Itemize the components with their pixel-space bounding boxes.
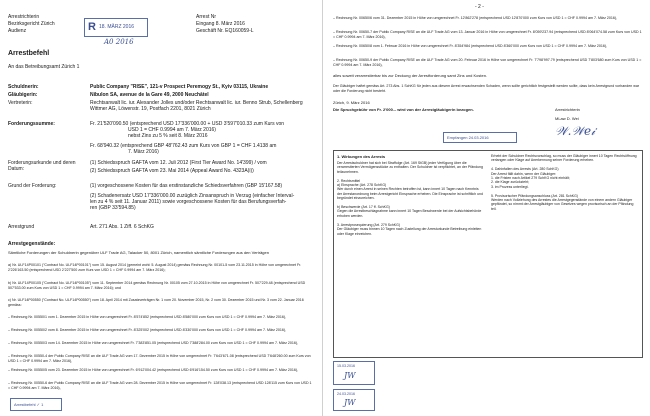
page-number: - 2 - (475, 4, 484, 10)
claim-line: Fr. 21'520'090.50 (entsprechend USD 17'336'000.00 + USD 3'597'010.33 zum Kurs von (90, 121, 285, 127)
ground-line: (2) Schadenersatz USD 17'336'000.00 zuzüglich Zinsanspruch in Verzug (einfacher Interval- (90, 193, 295, 199)
ground-line: len zu 4 % seit 11. Januar 2011) sowie vorgeschossene Kosten für das Berufungsverfah- (90, 199, 287, 205)
invoice-item: – Rechnung Nr. 00550/1 vom 1. Dezember 2015 in Höhe von umgerechnet Fr. 8'574'852 (entsprechend USD 8'580'000 zum Kurs von USD 1 = CHF 0.9994 am 7. März 2016), (8, 315, 287, 319)
objects-heading: Arrestgegenstände: (8, 241, 56, 247)
claim-line: Fr. 68'940.32 (entsprechend GBP 48'762.43 zum Kurs von GBP 1 = CHF 1.4138 am (90, 143, 277, 149)
info-title: 1. Wirkungen des Arrests (337, 154, 386, 159)
stamp-box-b: 24.03.2016 JW (333, 389, 375, 411)
judge-role: Arrestrichterin (555, 107, 580, 112)
objects-intro: Sämtliche Forderungen der Schuldnerin gegenüber ULF Trade AG, Talacker 50, 8001 Zürich, namentlich sämtliche Forderungen aus den Verträgen (8, 250, 269, 255)
invoice-item: – Rechnung Nr. 00550/5 vom 23. Dezember 2015 in Höhe von umgerechnet Fr. 6'912'004.42 (entsprechend USD 6'916'154.50 zum Kurs von USD 1 = CHF 0.9994 am 7. März 2016), (8, 368, 299, 372)
ground-label: Grund der Forderung: (8, 183, 57, 189)
claim-label: Forderungssumme: (8, 121, 55, 127)
stamp-box-a: 15.03.2016 JW (333, 361, 375, 385)
received-date: Eingang 8. März 2016 (196, 21, 245, 27)
invoice-item: – Rechnung Nr. 00650-7 der Public Company RISE an die ULF Trade AG vom 13. Januar 2016 in Höhe von umgerechnet Fr. 8'059'237.94 (entsprechend USD 8'064'074.58 zum Kurs von USD 1 = CHF 0.9994 am 7. März 2016), (333, 30, 642, 39)
representative-label: Vertreterin: (8, 100, 33, 106)
ground-line: (1) vorgeschossene Kosten für das erstinstanzliche Schiedsverfahren (GBP 15'167.58) (90, 183, 283, 189)
invoice-item: – Rechnung Nr. 00550-4 der Public Company RISE an die ULF Trade AG vom 17. Dezember 2015 in Höhe von umgerechnet Fr. 7'643'671.08 (entsprechend USD 7'648'260.00 zum Kurs von USD 1 = CHF 0.9994 am 7. März 2016), (8, 354, 311, 363)
invoice-item: – Rechnung Nr. 00650/8 vom 1. Februar 2016 in Höhe von umgerechnet Fr. 8'354'984 (entsprechend USD 8'360'000 zum Kurs von USD 1 = CHF 0.9994 am 7. März 2016), (333, 44, 608, 48)
debtor-label: Schuldnerin: (8, 84, 39, 90)
contract-item: a) Nr. ULF14P00101 ("Contract No. ULF14P00101") vom 15. August 2014 (gemeint wohl: 5. August 2014) gemäss Rechnung Nr. 00101-5 vom 23.11.2015 in Höhe von umgerechnet Fr. 2'226'163.50 (entsprechend USD 2'227'500 zum Kurs von USD 1 = CHF 0.9994 am 7. März 2016); (8, 263, 302, 272)
contract-item: b) Nr. ULF14P00105 ("Contract No. ULF14P00105") vom 11. September 2014 gemäss Rechnung Nr. 00105 vom 27.10.2015 in Höhe von umgerechnet Fr. 507'229.48 (entsprechend USD 507'533.00 zum Kurs von USD 1 = CHF 0.9994 am 7. März 2016); und (8, 281, 306, 290)
claim-line: nebst Zins zu 5 % seit 8. März 2016 (128, 133, 208, 139)
invoice-item: – Rechnung Nr. 00550/3 vom 14. Dezember 2015 in Höhe von umgerechnet Fr. 7'383'851.05 (entsprechend USD 7'388'284.00 zum Kurs von USD 1 = CHF 0.9994 am 7. März 2016), (8, 341, 299, 345)
document-label: Forderungsurkunde und deren Datum: (8, 160, 76, 172)
ground-line: ren (GBP 33'594.85) (90, 205, 136, 211)
claim-line: USD 1 = CHF 0.9994 am 7. März 2016) (128, 127, 216, 133)
debtor-value: Public Company "RISE", 121-v Prospect Peremogy St., Kyiv 03115, Ukraine (90, 84, 269, 90)
received-stamp: Empfangen 24.03.2016 (443, 132, 517, 143)
judge-signature: 𝒲.𝒲𝑒𝒾 (555, 124, 595, 138)
creditor-label: Gläubigerin: (8, 92, 38, 98)
creditor-value: Nibulon SA, avenue de la Gare 49, 2000 Neuchâtel (90, 92, 209, 98)
document-page-1 (0, 0, 322, 416)
file-number: Geschäft Nr. EQ160059-L (196, 28, 254, 34)
district-label: Bezirksgericht Zürich (8, 21, 55, 27)
place-date: Zürich, 9. März 2016 (333, 100, 370, 105)
contract-item: c) Nr. ULF14P00550 ("Contract No. ULF14P00550") vom 18. April 2014 mit Zusatzverträgen Nr. 1 vom 20. November 2015, Nr. 2 vom 30. Dezember 2015 und Nr. 3 vom 22. Januar 2016 gemäss: (8, 298, 304, 307)
document-line: (1) Schiedsspruch GAFTA vom 12. Juli 2012 (First Tier Award No. 14'399) / vom (90, 160, 267, 166)
invoice-item: – Rechnung Nr. 00550-6 der Public Company RISE an die ULF Trade AG vom 28. Dezember 2015 in Höhe von umgerechnet Fr. 128'038.13 (entsprechend USD 128'115 zum Kurs von USD 1 = CHF 0.9994 am 7. März 2016), (8, 381, 312, 390)
court-label: Arrestrichterin (8, 14, 40, 20)
claim-line: 7. März 2016) (128, 149, 159, 155)
document-page-2 (322, 0, 650, 416)
judge-name: MLaw D. Wei (555, 116, 579, 121)
auditoriat-label: Audienz (8, 28, 27, 34)
received-stamp: R 18. MÄRZ 2016 (84, 18, 148, 37)
arrest-ground-label: Arrestgrund (8, 224, 35, 230)
document-title: Arrestbefehl (8, 50, 50, 57)
invoice-item: – Rechnung Nr. 00650/6 vom 31. Dezember 2015 in Höhe von umgerechnet Fr. 12'862'278 (entsprechend USD 12'870'000 zum Kurs von USD 1 = CHF 0.9994 am 7. März 2016), (333, 16, 618, 20)
invoice-item: – Rechnung Nr. 00550/2 vom 8. Dezember 2015 in Höhe von umgerechnet Fr. 8'325'002 (entsprechend USD 8'330'000 zum Kurs von USD 1 = CHF 0.9994 am 7. März 2016), (8, 328, 287, 332)
info-left-column: Der Arrestschuldner hat sich bei Straffolge (Art. 169 StGB) jeder Verfügung über die verarrestierten Vermögensstücke zu enthalten. Der Schuldner ist verpflichtet, an der Pfändung teilzunehmen. 2. Rechtsmittel a) Einsprache (Art. 278 SchKG) Wer durch einen Arrest in seinen Rechten betroffen ist, kann innert 10 Tagen nach Kenntnis der Arrestanordnung beim Arrestgericht Einsprache erheben. Die Einsprache ist schriftlich und begründet einzureichen. b) Beschwerde (Art. 17 ff. SchKG) Gegen die Arrestbeschlagnahme kann innert 10 Tagen Beschwerde bei der Aufsichtsbehörde erhoben werden. 3. Arrestprosequierung (Art. 279 SchKG) Der Gläubiger muss binnen 10 Tagen nach Zustellung der Arresturkunde Betreibung einleiten oder Klage einreichen. (337, 161, 483, 236)
representative-value: Rechtsanwalt lic. iur. Alexander Jolles und/oder Rechtsanwalt lic. iur. Benno Strub, Schellenberg Wittmer AG, Löwenstr. 19, Postfach 2201, 8021 Zürich (90, 100, 303, 112)
office-addressee: An das Betreibungsamt Zürich 1 (8, 64, 80, 70)
arrest-ground-value: Art. 271 Abs. 1 Ziff. 6 SchKG (90, 224, 154, 230)
arrest-number: Arrest Nr (196, 14, 216, 20)
invoice-item: – Rechnung Nr. 00650-9 der Public Company RISE an die ULF Trade AG vom 20. Februar 2016 in Höhe von umgerechnet Fr. 7'798'997.79 (entsprechend USD 7'803'680 zum Kurs von USD 1 = CHF 0.9994 am 7. März 2016), (333, 58, 642, 67)
bottom-stamp: Arrestbefehl ✓ 1 (10, 398, 62, 411)
stamp-handwriting: A0 2016 (104, 38, 134, 46)
closing-line: alles soweit verarrestierbar bis zur Deckung der Arrestforderung samt Zins und Kosten. (333, 73, 488, 78)
fee-line: Die Spruchgebühr von Fr. 2'000.– wird von der Arrestgläubigerin bezogen. (333, 107, 474, 112)
liability-note: Der Gläubiger haftet gemäss Art. 273 Abs. 1 SchKG für jeden aus diesem Arrest erwachsenden Schaden, wenn sollte gerichtlich festgestellt werden sollte, dass kein Arrestgrund vorhanden war oder die Forderung nicht besteht. (333, 84, 640, 93)
document-line: (2) Schiedsspruch GAFTA vom 23. Mai 2014 (Appeal Award No. 4323A(i)) (90, 168, 254, 174)
info-right-column: Erhebt der Schuldner Rechtsvorschlag, so muss der Gläubiger innert 10 Tagen Rechtsöffnung verlangen oder Klage auf Anerkennung seiner Forderung erheben. 4. Dahinfallen des Arrests (Art. 280 SchKG) Der Arrest fällt dahin, wenn der Gläubiger: 1. die Fristen nach Artikel 279 SchKG nicht einhält; 2. die Klage zurückzieht; 3. im Prozess unterliegt. 5. Provisorischer Pfändungsanschluss (Art. 281 SchKG) Werden nach Vollziehung des Arrestes die Arrestgegenstände von einem andern Gläubiger gepfändet, so nimmt der Arrestgläubiger von Gesetzes wegen provisorisch an der Pfändung teil. (491, 154, 637, 211)
